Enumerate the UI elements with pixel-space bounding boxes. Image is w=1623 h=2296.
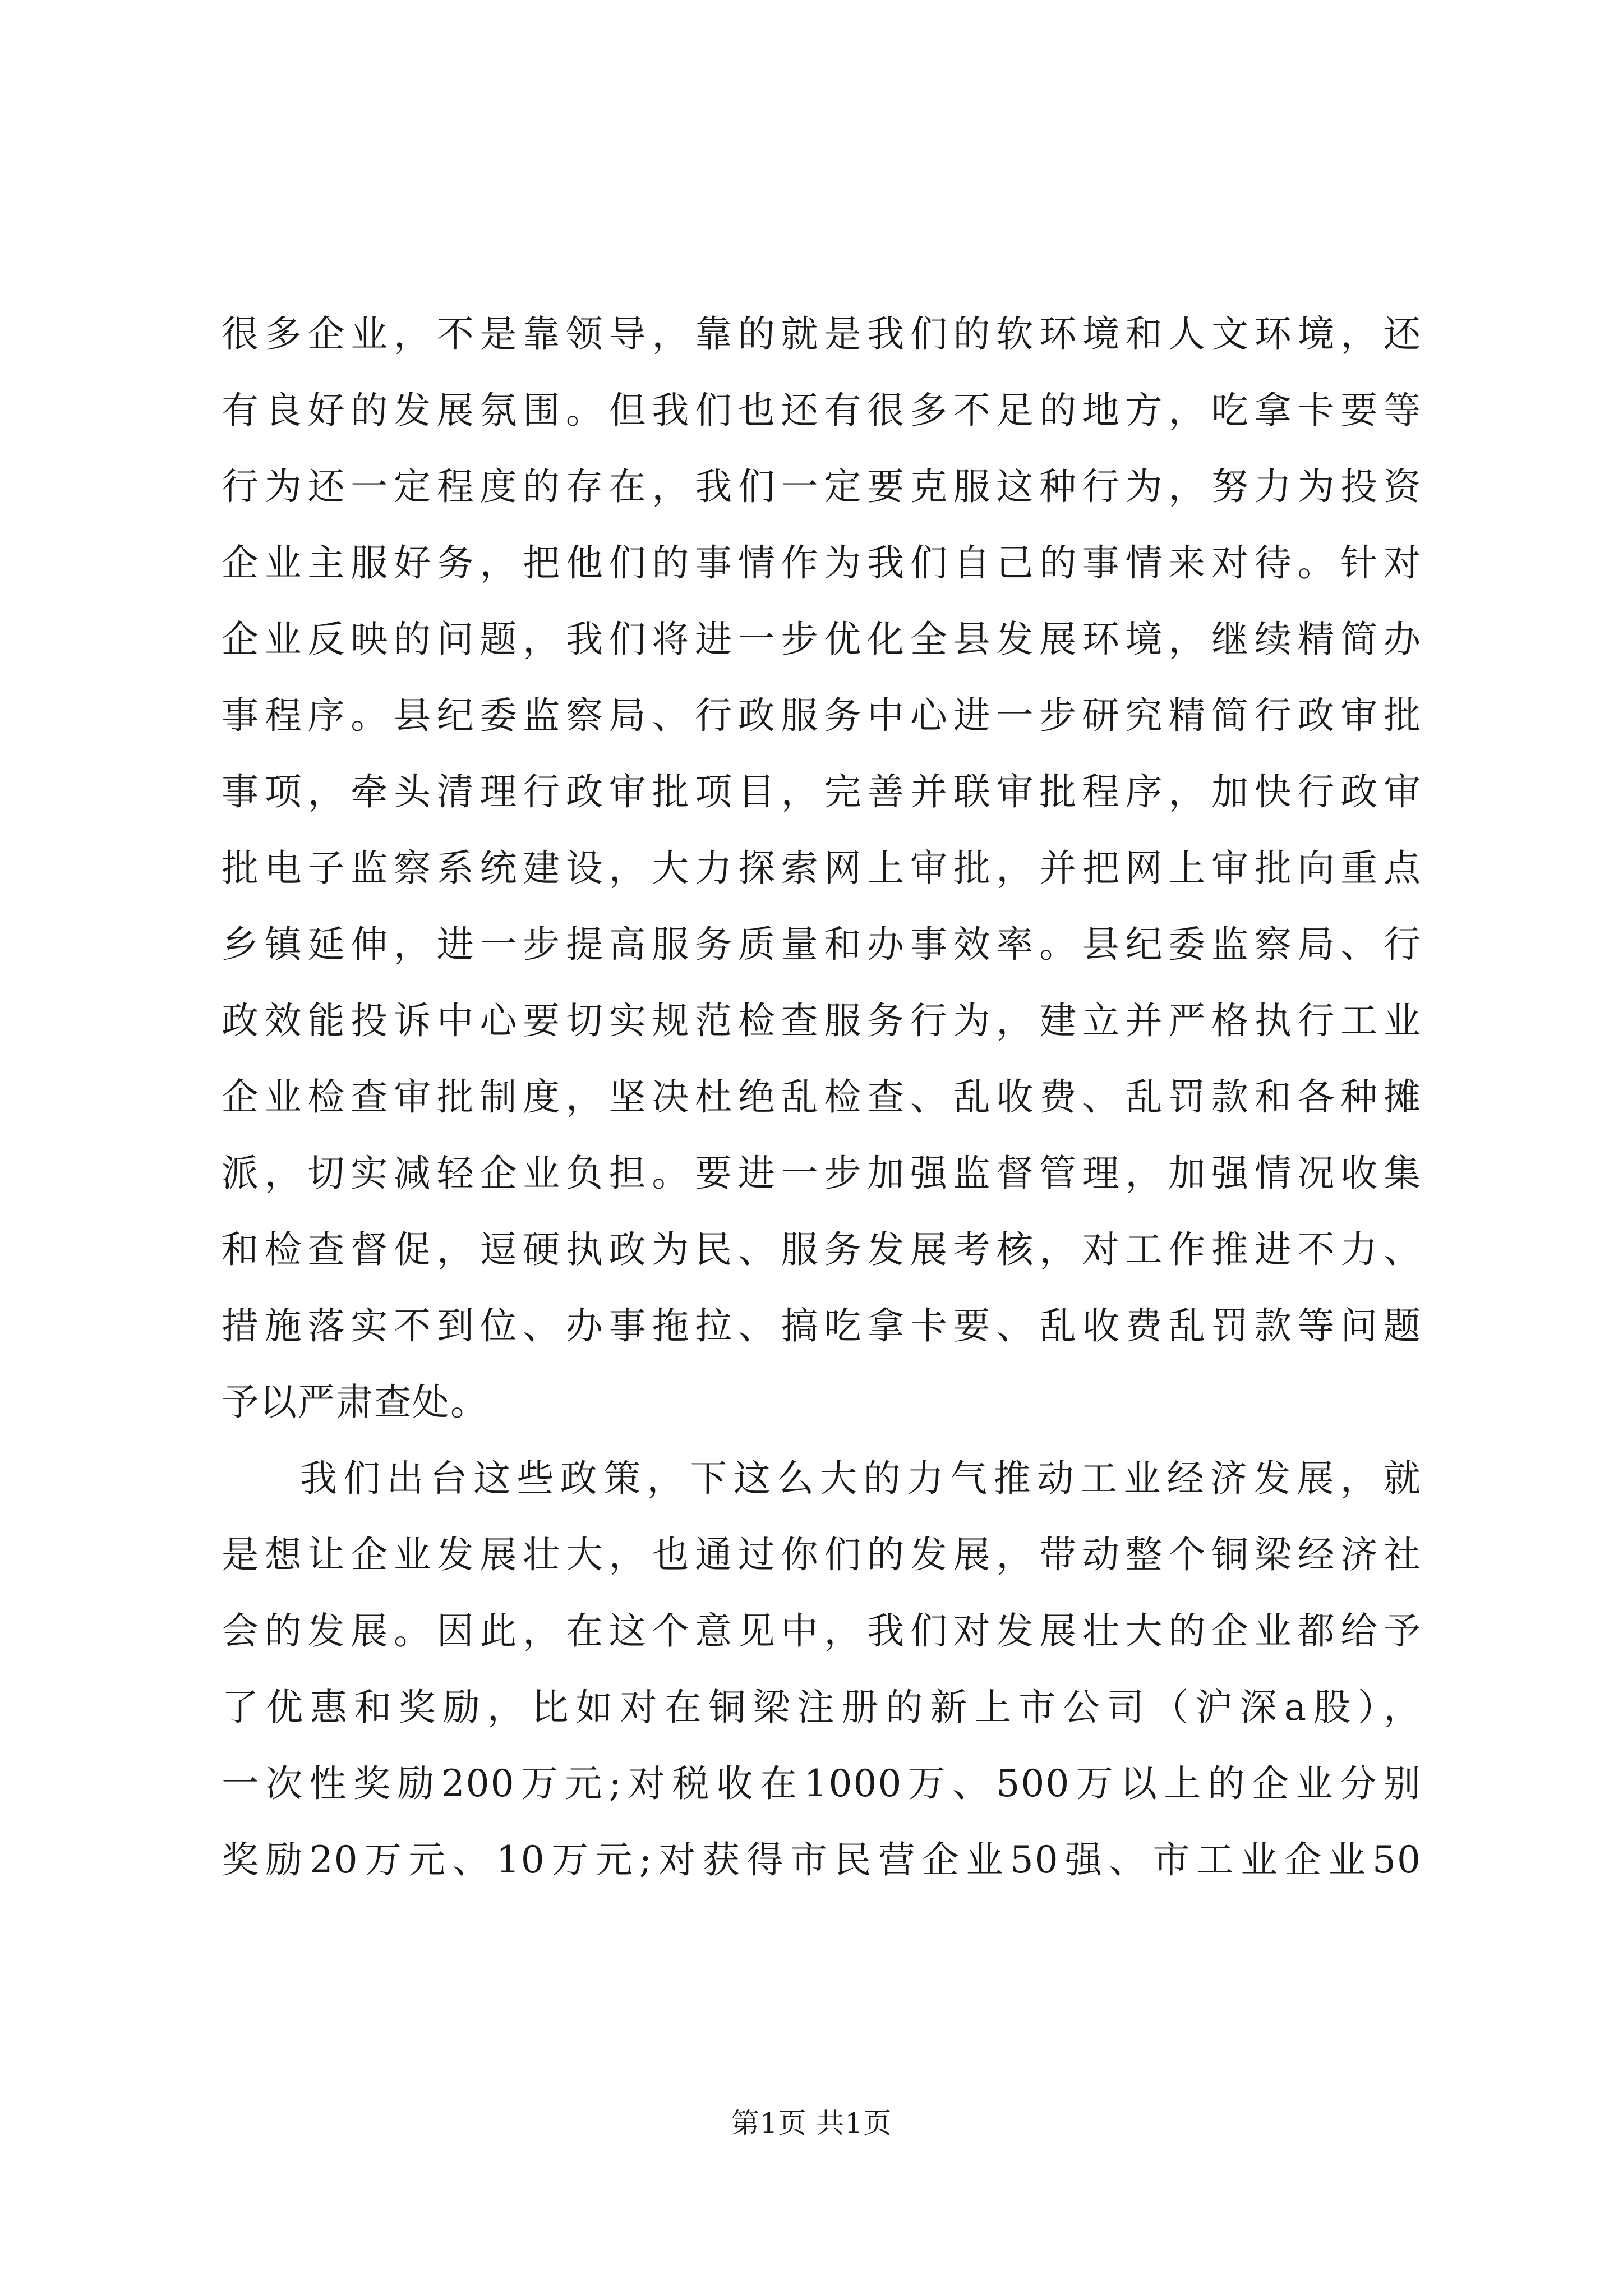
paragraph-1-line-1: 很多企业，不是靠领导，靠的就是我们的软环境和人文环境，还 <box>222 312 1422 356</box>
paragraph-1-line-5: 企业反映的问题，我们将进一步优化全县发展环境，继续精简办 <box>222 618 1422 661</box>
paragraph-1-line-9: 乡镇延伸，进一步提高服务质量和办事效率。县纪委监察局、行 <box>222 923 1422 966</box>
paragraph-2-line-6: 奖励20万元、10万元;对获得市民营企业50强、市工业企业50 <box>222 1838 1422 1881</box>
page-footer: 第1页 共1页 <box>731 2107 892 2139</box>
paragraph-1-line-7: 事项，牵头清理行政审批项目，完善并联审批程序，加快行政审 <box>222 770 1422 813</box>
paragraph-1-line-10: 政效能投诉中心要切实规范检查服务行为，建立并严格执行工业 <box>222 999 1422 1042</box>
paragraph-1-line-11: 企业检查审批制度，坚决杜绝乱检查、乱收费、乱罚款和各种摊 <box>222 1075 1422 1119</box>
paragraph-2-line-1: 我们出台这些政策，下这么大的力气推动工业经济发展，就 <box>300 1457 1422 1500</box>
paragraph-1-line-13: 和检查督促，逗硬执政为民、服务发展考核，对工作推进不力、 <box>222 1228 1422 1271</box>
paragraph-2-line-3: 会的发展。因此，在这个意见中，我们对发展壮大的企业都给予 <box>222 1609 1422 1653</box>
paragraph-1-line-4: 企业主服好务，把他们的事情作为我们自己的事情来对待。针对 <box>222 541 1422 585</box>
paragraph-1-line-12: 派，切实减轻企业负担。要进一步加强监督管理，加强情况收集 <box>222 1152 1422 1195</box>
paragraph-1-line-2: 有良好的发展氛围。但我们也还有很多不足的地方，吃拿卡要等 <box>222 389 1422 432</box>
paragraph-2-line-2: 是想让企业发展壮大，也通过你们的发展，带动整个铜梁经济社 <box>222 1533 1422 1576</box>
paragraph-1-line-6: 事程序。县纪委监察局、行政服务中心进一步研究精简行政审批 <box>222 694 1422 737</box>
body-text <box>222 296 1422 1898</box>
paragraph-1-line-15: 予以严肃查处。 <box>222 1381 488 1424</box>
paragraph-1-line-14: 措施落实不到位、办事拖拉、搞吃拿卡要、乱收费乱罚款等问题 <box>222 1304 1422 1347</box>
paragraph-2-line-4: 了优惠和奖励，比如对在铜梁注册的新上市公司（沪深a股）， <box>222 1686 1422 1729</box>
paragraph-2-line-5: 一次性奖励200万元;对税收在1000万、500万以上的企业分别 <box>222 1762 1422 1805</box>
paragraph-1-line-3: 行为还一定程度的存在，我们一定要克服这种行为，努力为投资 <box>222 465 1422 508</box>
paragraph-1-line-8: 批电子监察系统建设，大力探索网上审批，并把网上审批向重点 <box>222 846 1422 890</box>
